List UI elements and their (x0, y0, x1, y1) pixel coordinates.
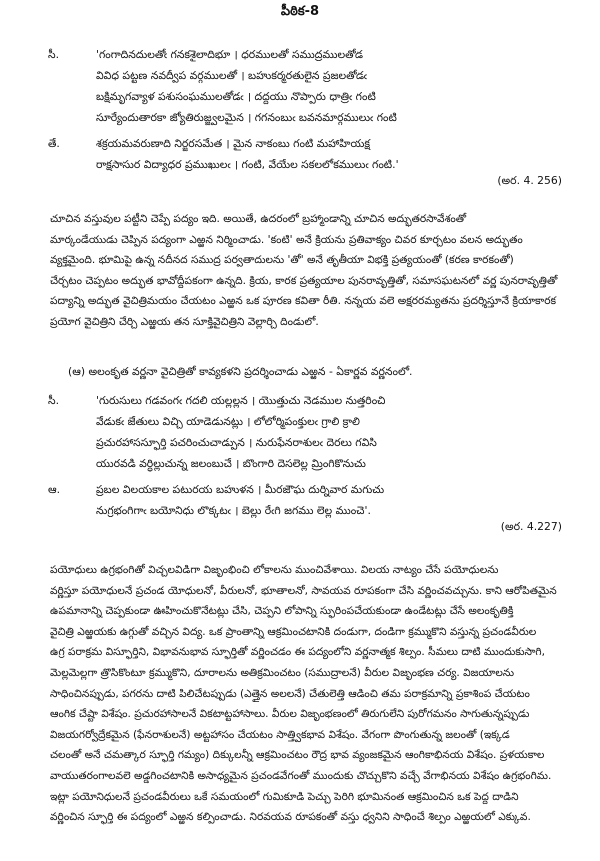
verse-meter-label: సీ. (48, 394, 60, 407)
verse-line (48, 390, 568, 411)
paragraph-line: వ్యక్తమైంది. భూమిపై ఉన్న నదీనద సముద్ర పర్వతాదులను 'తో' అనే తృతీయా విభక్తి ప్రత్యయంతో (కరణ కారకంతో) (50, 254, 514, 267)
verse-meter-label (48, 86, 96, 107)
paragraph-line: మెల్లమెల్లగా త్రొసికొంటూ క్రమ్ముకొని, దూరాలను అతిక్రమించటం (సముద్రాలనే) వీరుల విజృంభణ చర్య. విజయాలను (50, 666, 514, 679)
verse-reference-row (48, 170, 568, 191)
verse-text: రాక్షసాసుర విద్యాధర ప్రముఖులఁ । గంటి, వేయేల సకలలోకములుఁ గంటి.' (96, 158, 399, 171)
paragraph-line: మార్కండేయుడు చెప్పిన పద్యంగా ఎఱ్ఱన నిర్మించాడు. 'కంటి' అనే క్రియను ప్రతివాక్యం చివర కూర్చటం వలన అద్భుతం (50, 233, 523, 246)
commentary-paragraph-1 (50, 209, 570, 333)
verse-meter-label: ఆ. (48, 483, 61, 496)
verse-text: వివిధ పట్టణ నవద్వీప వర్గములతో । బహుకర్మరతులైన ప్రజలతోడఁ (96, 69, 368, 82)
verse-line (48, 432, 568, 453)
paragraph-line: ఉపమానాన్ని చెప్పకుండా ఊహించుకొనేటట్లు చేసి, చెప్పని లోపాన్ని స్ఫురింపచేయకుండా ఉండేటట్లు చేసే అలంకృతిక్తి (50, 605, 514, 618)
paragraph-line: వర్ణిస్తూ పయోధులనే ప్రచండ యోధులనో, వీరులనో, భూతాలనో, సావయవ రూపకంగా చేసి వర్ణించవచ్చును. కాని ఆరోపితమైన (50, 584, 557, 597)
verse-line (48, 411, 568, 432)
paragraph-line: వైచిత్రి ఎఱ్ఱయకు ఉగ్గుతో వచ్చిన విద్య. ఒక ప్రాంతాన్ని ఆక్రమించటానికి దండుగా, దండిగా క్రమ్ముకొని వస్తున్న ప్రచండవీరుల (50, 625, 537, 638)
paragraph-line: పద్యాన్ని అద్భుత వైచిత్రిమయం చేయటం ఎఱ్ఱన ఒక పూరణ కవితా రీతి. నన్నయ వలె అక్షరరమ్యతను ప్రదర్శిస్తూనే క్రియాకారక (50, 295, 557, 308)
verse-text: ప్రబల విలయకాల పటురయ బహుళన । మీరజౌఘ దుర్నివార మగుచు (96, 483, 385, 496)
verse-meter-label (48, 107, 96, 128)
verse-text: బక్షిమృగవ్యాళ పశుసంఘములతోడఁ । దద్దయు నొప్పారు ధాత్రిఁ గంటి (96, 90, 376, 103)
verse-text: నుగ్రభంగిగాఁ బయోనిధు లొక్కటఁ । బెల్లు రేఁగి జగము లెల్ల ముంచె'. (96, 504, 371, 517)
paragraph-line: ఇట్లా పయోనిధులనే ప్రచండవీరులు ఒకే సమయంలో గుమికూడి పెచ్చు పెరిగి భూమినంత ఆక్రమించిన ఒక పెద్ద దాడిని (50, 790, 519, 803)
paragraph-line: చలంతో అనే చమత్కార స్ఫూర్తి గమ్యం) దిక్కులన్నీ ఆక్రమించటం రౌద్ర భావ వ్యంజకమైన ఆంగికాభినయ విశేషం. ప్రళయకాల (50, 749, 545, 762)
verse-line (48, 107, 568, 128)
verse-line (48, 65, 568, 86)
paragraph-line: చూచిన వస్తువుల పట్టీని చెప్పే పద్యం ఇది. అయితే, ఉదరంలో బ్రహ్మాండాన్ని చూచిన అద్భుతరసావేశంతో (50, 213, 467, 225)
verse-text: సూర్యేందుతారకా జ్యోతిరుజ్జ్వలమైన । గగనంబుఁ బవనమార్గములుఁ గంటి (96, 111, 397, 124)
verse-text: వేడుకఁ జేతులు విచ్చి యాడెడునట్లు । లోలోర్మిపంక్తులఁ గ్రాలి క్రాలి (96, 415, 360, 428)
verse-meter-label (48, 65, 96, 86)
commentary-paragraph-2 (50, 560, 570, 828)
verse-meter-label: సీ. (48, 48, 60, 61)
paragraph-line: చేర్చటం చెప్పటం అద్భుత భావోద్దీపకంగా ఉన్నది. క్రియ, కారక ప్రత్యయాల పునరావృత్తితో, సమాసఘటనలో వర్ణ పునరావృత్తితో (50, 274, 558, 287)
verse-meter-label: తే. (48, 137, 60, 150)
paragraph-line: వాయుతరంగాలవలె అడ్డగించటానికి అసాధ్యమైన ప్రచండవేగంతో ముందుకు చొచ్చుకొని వచ్చే వేగాభినయ విశేషం ఉగ్రభంగిమ. (50, 769, 552, 782)
verse-meter-label (48, 411, 96, 432)
verse-line (48, 44, 568, 65)
verse-text: ప్రచురహాసస్ఫూర్తి పచరించుచాడ్పున । నురుఫేనరాశులఁ దెరలు గవిసి (96, 436, 377, 449)
verse-block-1 (48, 44, 568, 175)
verse-reference: (అర. 4.227) (500, 520, 562, 533)
paragraph-line: వర్ణించిన స్ఫూర్తి ఈ పద్యంలో ఎఱ్ఱన కల్పించాడు. నిరవయవ రూపకంతో వస్తు ధ్వనిని సాధించే శిల్పం ఎఱ్ఱయలో ఎక్కువ. (50, 811, 531, 824)
verse-reference-row (48, 516, 568, 537)
verse-line (48, 479, 568, 500)
verse-line (48, 133, 568, 154)
verse-line (48, 86, 568, 107)
paragraph-line: సాధించినప్పుడు, పగరను దాటి పిలిచేటప్పుడు (ఎత్తైన అలలనే) చేతులెత్తి ఆడించి తమ పరాక్రమాన్ని ప్రకాశింప చేయటం (50, 687, 530, 700)
paragraph-line: ఉగ్ర పరాక్రమ విస్ఫూర్తిని, విభావనుభావ స్ఫూర్తితో వర్ణించడం ఈ పద్యంలోని వర్ణనాత్మక శిల్పం. సీమలు దాటి ముందుకుసాగి, (50, 646, 545, 659)
section-heading: (ఆ) అలంకృత వర్ణనా వైచిత్రితో కావ్యకళని ప్రదర్శించాడు ఎఱ్ఱన - ఏకార్ణవ వర్ణనంలో. (68, 365, 413, 378)
page-header: పీఠిక-8 (280, 4, 320, 19)
verse-line (48, 453, 568, 474)
paragraph-line: విజయగర్వోద్రేకమైన (ఫేనరాశులనే) అట్టహాసం చేయటం సాత్త్వికభావ విశేషం. వేగంగా పొంగుతున్న జలంతో (ఇక్కడ (50, 728, 510, 741)
verse-text: 'గురుసులు గడవంగఁ గదలి యల్లల్లన । యొత్తుచు నెడముల నుత్తరించి (96, 394, 386, 407)
verse-text: శక్రయమవరుణాది నిర్జరసమేత । మైన నాకంబు గంటి మహాహియక్ష (96, 137, 370, 150)
verse-text: యురవడి వర్ధిల్లుచున్న జలంబుచే । బొంగారి దెసలెల్ల మ్రింగికొనుచు (96, 457, 366, 470)
verse-block-2 (48, 390, 568, 521)
verse-meter-label (48, 432, 96, 453)
paragraph-line: పయోధులు ఉగ్రభంగితో విచ్చలవిడిగా విజృంభించి లోకాలను ముంచివేశాయి. విలయ నాట్యం చేసే పయోధులను (50, 564, 499, 576)
verse-reference: (అర. 4. 256) (497, 174, 562, 187)
paragraph-line: ఆంగిక చేష్టా విశేషం. ప్రచురహాసాలనే వికటాట్టహాసాలు. వీరుల విజృంభణంలో తిరుగులేని పురోగమనం సాగుతున్నప్పుడు (50, 708, 530, 721)
verse-text: 'గంగాదినదులతోఁ గనకశైలాదిభూ । ధరములతో సముద్రములతోడ (96, 48, 363, 61)
verse-meter-label (48, 453, 96, 474)
paragraph-line: ప్రయోగ వైచిత్రిని చేర్చి ఎఱ్ఱయ తన సూక్తివైచిత్రిని వెల్లార్చి దిండులో. (50, 315, 319, 328)
